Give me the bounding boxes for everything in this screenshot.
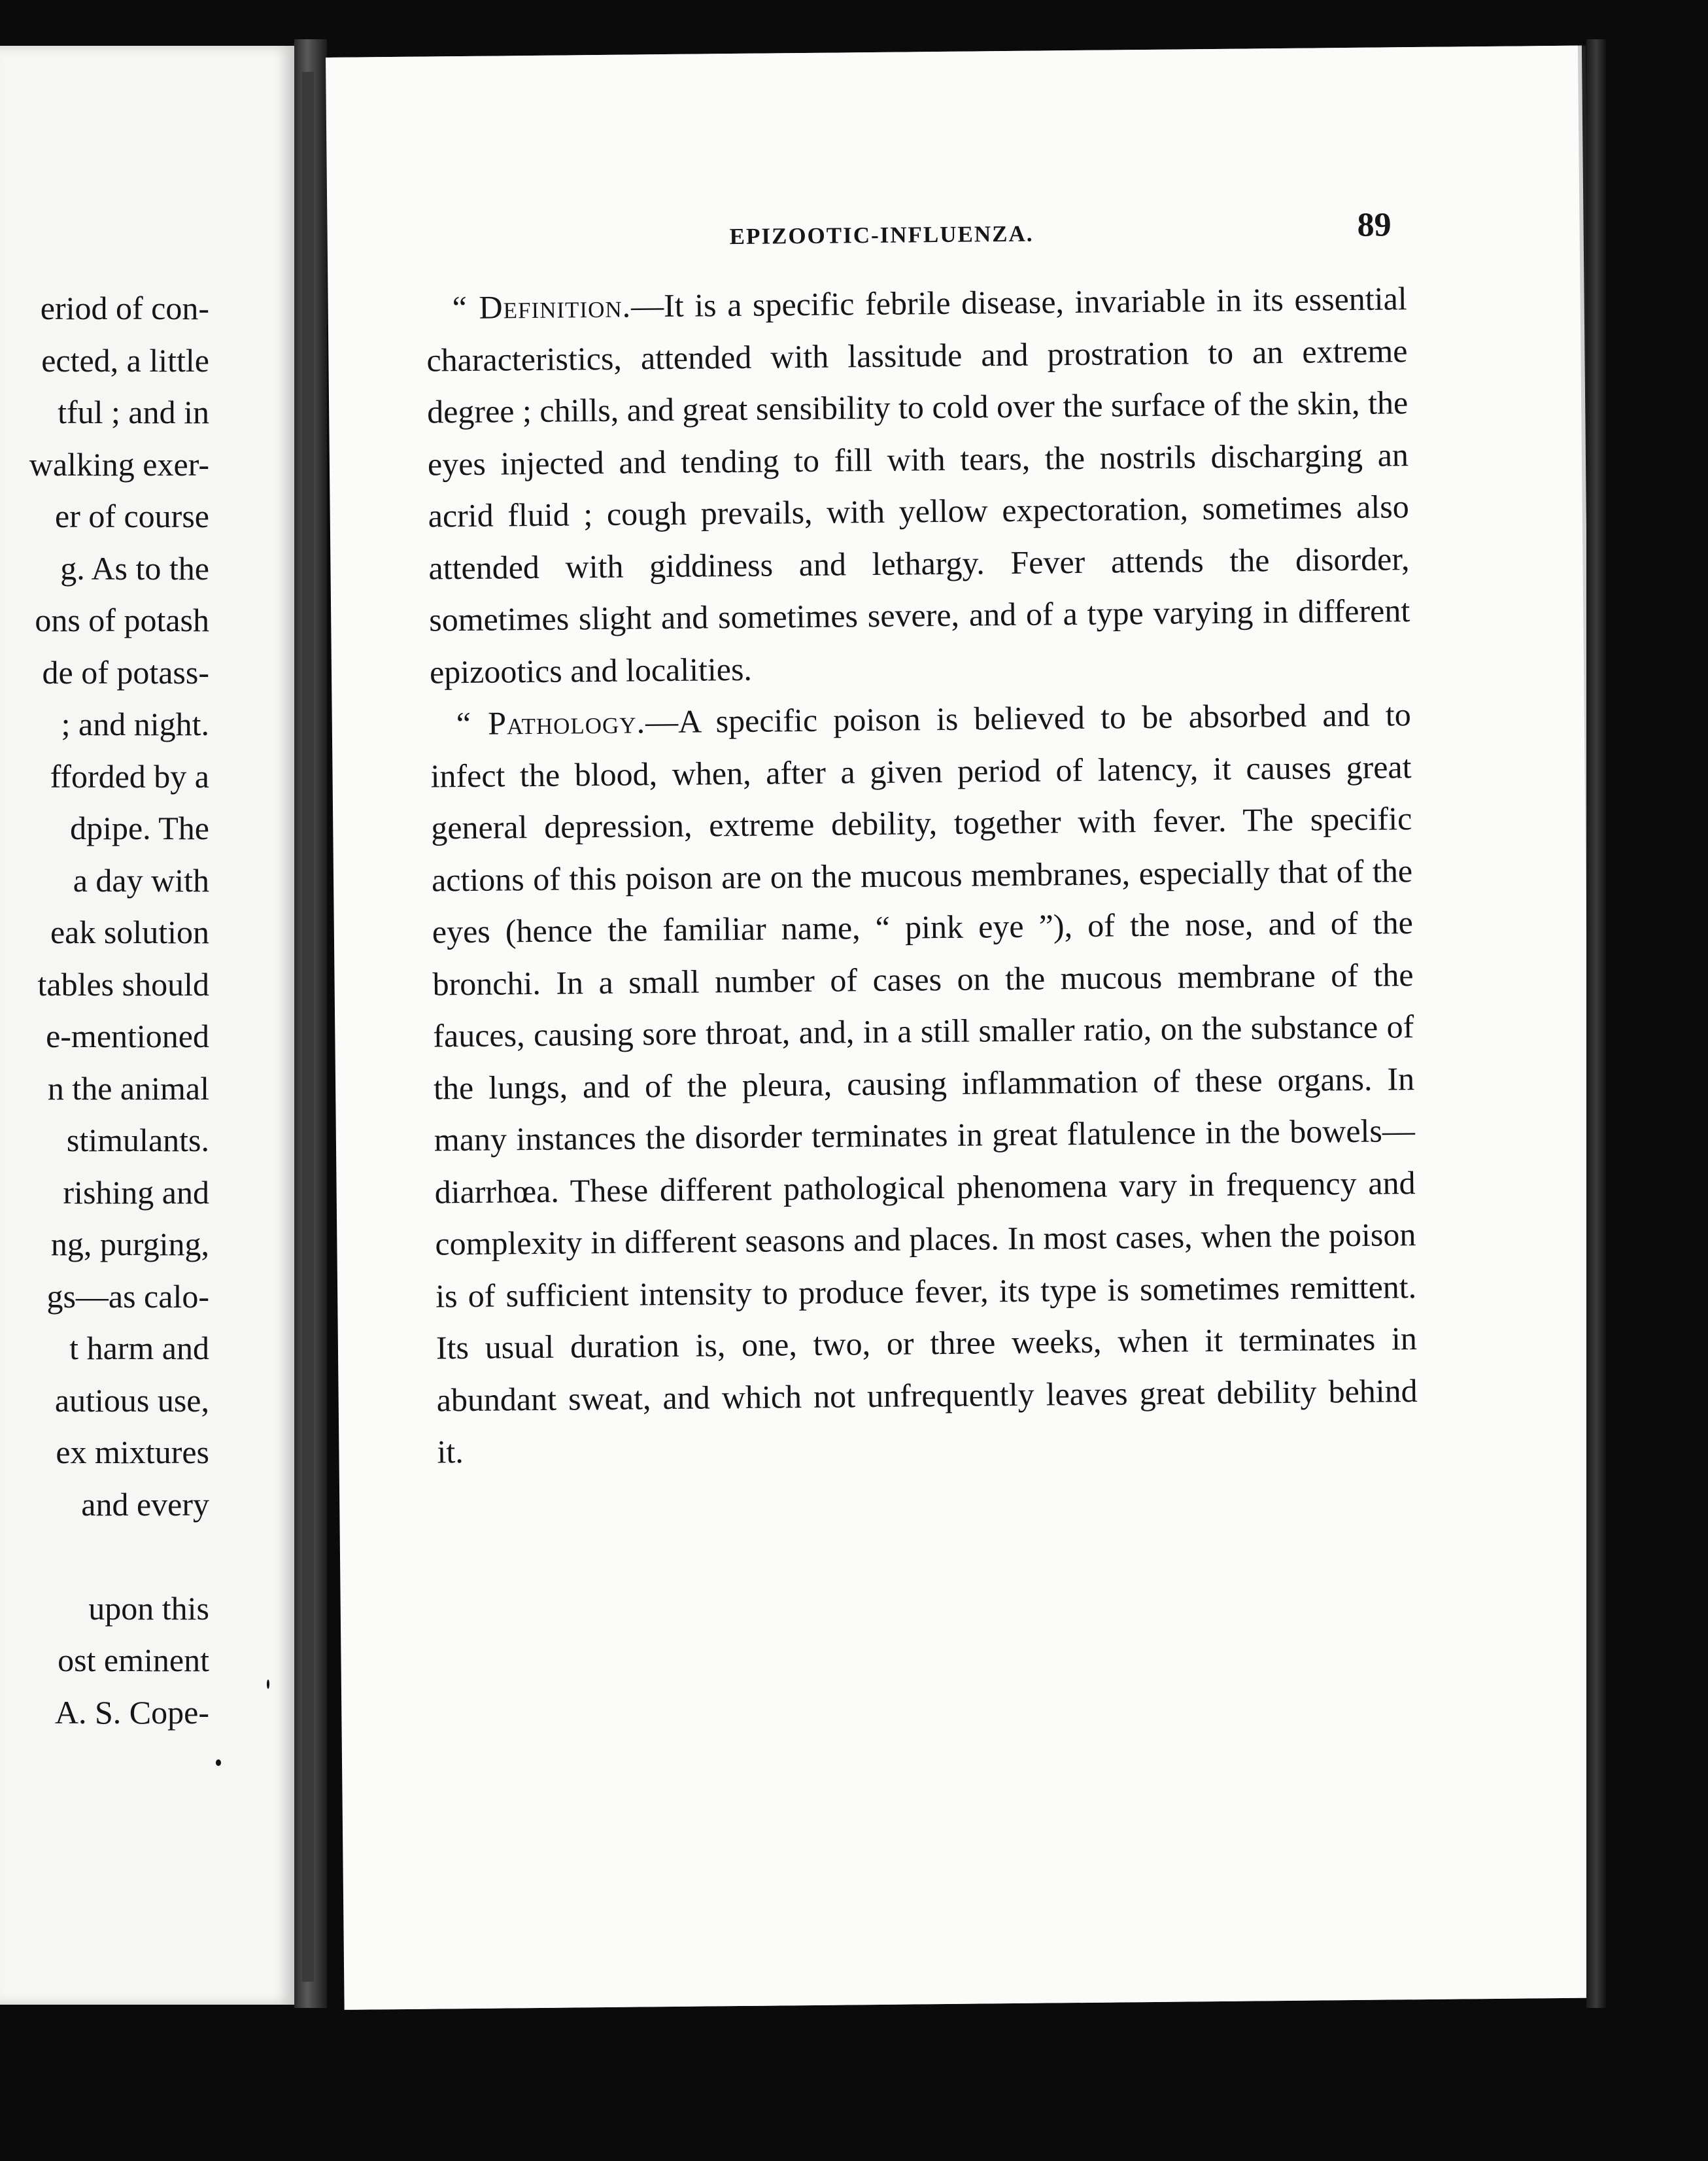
definition-text: —It is a specific febrile disease, invariable in its essential characteristics, attended with lassitude and prostration to an extreme degree ; chills, and great sensibility to cold over the surface of the skin, the eyes injected and tending to fill with tears, the nostrils discharging an acrid fluid ; cough prevails, with yellow expectoration, sometimes also attended with giddiness and lethargy. Fever attends the disorder, sometimes slight and sometimes severe, and of a type varying in different epizootics and localities. <box>426 280 1410 691</box>
left-line: a day with <box>73 861 209 899</box>
page-number: 89 <box>1357 206 1392 244</box>
left-line: ons of potash <box>35 602 209 638</box>
left-line: er of course <box>55 498 209 534</box>
running-head: EPIZOOTIC-INFLUENZA. <box>729 220 1034 250</box>
page-body <box>426 273 1418 1478</box>
right-page <box>326 46 1597 2010</box>
left-line: g. As to the <box>60 549 209 587</box>
left-line: stimulants. <box>66 1122 209 1158</box>
page-header <box>327 203 1580 273</box>
left-line: tful ; and in <box>58 394 209 430</box>
left-line: ost eminent <box>58 1642 209 1678</box>
left-line: upon this <box>88 1589 209 1627</box>
left-line: A. S. Cope- <box>54 1693 209 1731</box>
left-line: t harm and <box>69 1330 209 1366</box>
left-line: autious use, <box>54 1381 209 1419</box>
left-line-gap <box>29 1530 209 1583</box>
pathology-heading: “ Pathology. <box>456 703 646 742</box>
definition-paragraph <box>426 273 1410 698</box>
left-line: n the animal <box>47 1069 209 1107</box>
left-line: walking exer- <box>29 445 209 483</box>
pathology-text: —A specific poison is believed to be absorbed and to infect the blood, when, after a given period of latency, it causes great general depression, extreme debility, together with fever. The specific actions of this poison are on the mucous membranes, especially that of the eyes (hence the familiar name, “ pink eye ”), of the nose, and of the bronchi. In a small number of cases on the mucous membrane of the fauces, causing sore throat, and, in a still smaller ratio, on the substance of the lungs, and of the pleura, causing inflammation of these organs. In many instances the disorder terminates in great flatulence in the bowels—diarrhœa. These different pathological phenomena vary in frequency and complexity in different seasons and places. In most cases, when the poison is of sufficient intensity to produce fever, its type is sometimes remittent. Its usual duration is, one, two, or three weeks, when it terminates in abundant sweat, and which not unfrequently leaves great debility behind it. <box>430 696 1418 1470</box>
left-line: and every <box>81 1485 209 1523</box>
left-page <box>0 46 294 2005</box>
left-line: de of potass- <box>42 653 209 691</box>
right-page-edge <box>1586 39 1606 2008</box>
definition-heading: “ Definition. <box>452 287 632 326</box>
left-line: ; and night. <box>61 706 209 742</box>
left-line: eriod of con- <box>40 290 209 326</box>
left-line: dpipe. The <box>70 810 209 846</box>
left-line: e-mentioned <box>46 1018 209 1054</box>
left-line: ected, a little <box>41 341 209 379</box>
scan-speck <box>216 1759 221 1766</box>
gutter-shadow <box>302 72 314 1982</box>
scan-speck <box>267 1680 269 1689</box>
left-line: rishing and <box>63 1173 209 1211</box>
left-line: fforded by a <box>50 757 209 795</box>
left-line: ng, purging, <box>50 1226 209 1262</box>
left-line: gs—as calo- <box>46 1277 209 1315</box>
left-line: ex mixtures <box>56 1434 209 1470</box>
left-line: eak solution <box>50 914 209 950</box>
pathology-paragraph <box>430 689 1418 1478</box>
left-page-text <box>29 283 209 1738</box>
left-line: tables should <box>37 965 209 1003</box>
